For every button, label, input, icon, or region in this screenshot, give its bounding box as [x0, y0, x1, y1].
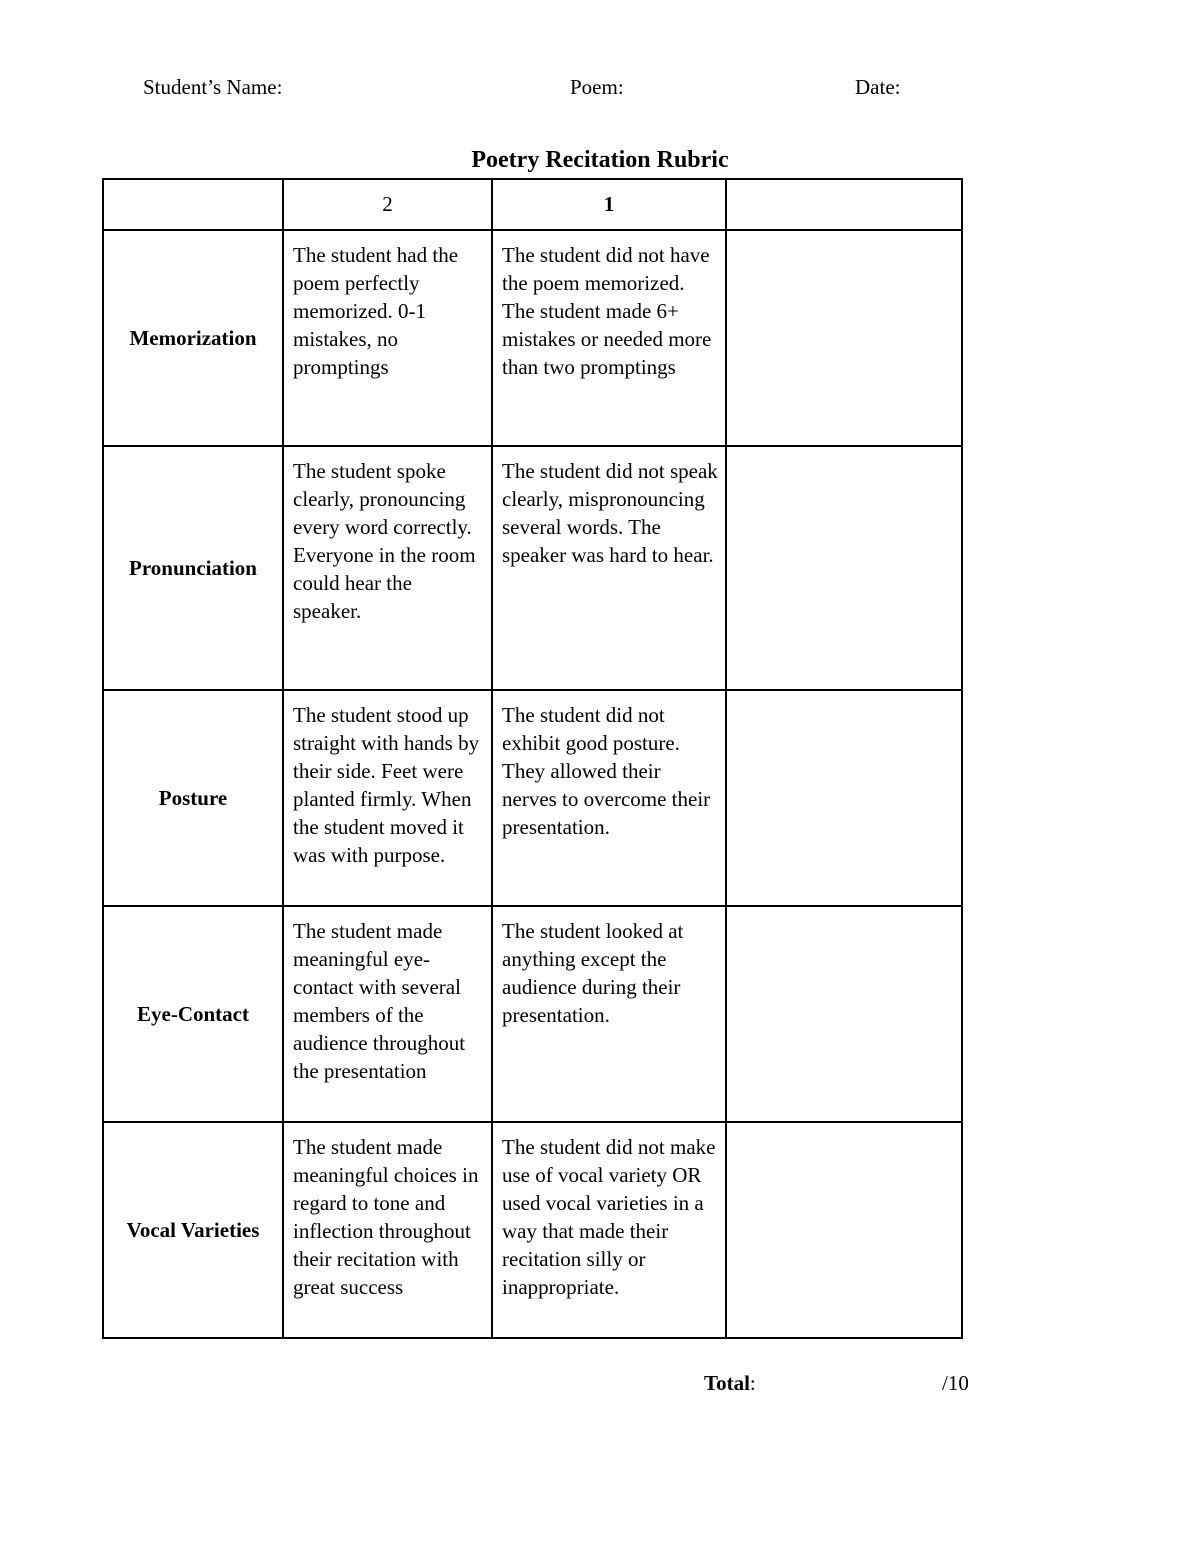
score-entry-cell	[726, 906, 962, 1122]
score-2-description: The student made meaningful choices in regard to tone and inflection throughout their recitation with great success	[283, 1122, 492, 1338]
category-cell: Eye-Contact	[103, 906, 283, 1122]
category-cell: Pronunciation	[103, 446, 283, 690]
score-1-description: The student did not speak clearly, mispronouncing several words. The speaker was hard to hear.	[492, 446, 726, 690]
category-cell: Vocal Varieties	[103, 1122, 283, 1338]
score-2-description: The student had the poem perfectly memorized. 0-1 mistakes, no promptings	[283, 230, 492, 446]
total-label	[704, 1370, 756, 1396]
total-label-text: Total	[704, 1371, 750, 1395]
score-1-description: The student looked at anything except the audience during their presentation.	[492, 906, 726, 1122]
table-row	[103, 1122, 962, 1338]
header-cell-score-2: 2	[283, 179, 492, 230]
score-2-description: The student stood up straight with hands by their side. Feet were planted firmly. When the student moved it was with purpose.	[283, 690, 492, 906]
score-2-description: The student spoke clearly, pronouncing every word correctly. Everyone in the room could hear the speaker.	[283, 446, 492, 690]
score-1-description: The student did not exhibit good posture. They allowed their nerves to overcome their presentation.	[492, 690, 726, 906]
page-title: Poetry Recitation Rubric	[471, 147, 729, 173]
score-entry-cell	[726, 1122, 962, 1338]
header-cell-empty	[103, 179, 283, 230]
rubric-table	[102, 178, 963, 1339]
header-row	[103, 179, 962, 230]
table-row	[103, 230, 962, 446]
poem-label: Poem:	[570, 75, 624, 99]
header-cell-score-1: 1	[492, 179, 726, 230]
score-2-description: The student made meaningful eye-contact with several members of the audience throughout the presentation	[283, 906, 492, 1122]
table-row	[103, 690, 962, 906]
score-entry-cell	[726, 446, 962, 690]
score-1-description: The student did not make use of vocal variety OR used vocal varieties in a way that made their recitation silly or inappropriate.	[492, 1122, 726, 1338]
total-max-score: /10	[942, 1371, 969, 1395]
table-row	[103, 446, 962, 690]
date-label: Date:	[855, 75, 901, 99]
header-cell-blank	[726, 179, 962, 230]
category-cell: Memorization	[103, 230, 283, 446]
table-row	[103, 906, 962, 1122]
category-cell: Posture	[103, 690, 283, 906]
total-label-colon: :	[749, 1371, 756, 1395]
student-name-label: Student’s Name:	[143, 75, 283, 99]
score-entry-cell	[726, 230, 962, 446]
score-1-description: The student did not have the poem memorized. The student made 6+ mistakes or needed more than two promptings	[492, 230, 726, 446]
score-entry-cell	[726, 690, 962, 906]
